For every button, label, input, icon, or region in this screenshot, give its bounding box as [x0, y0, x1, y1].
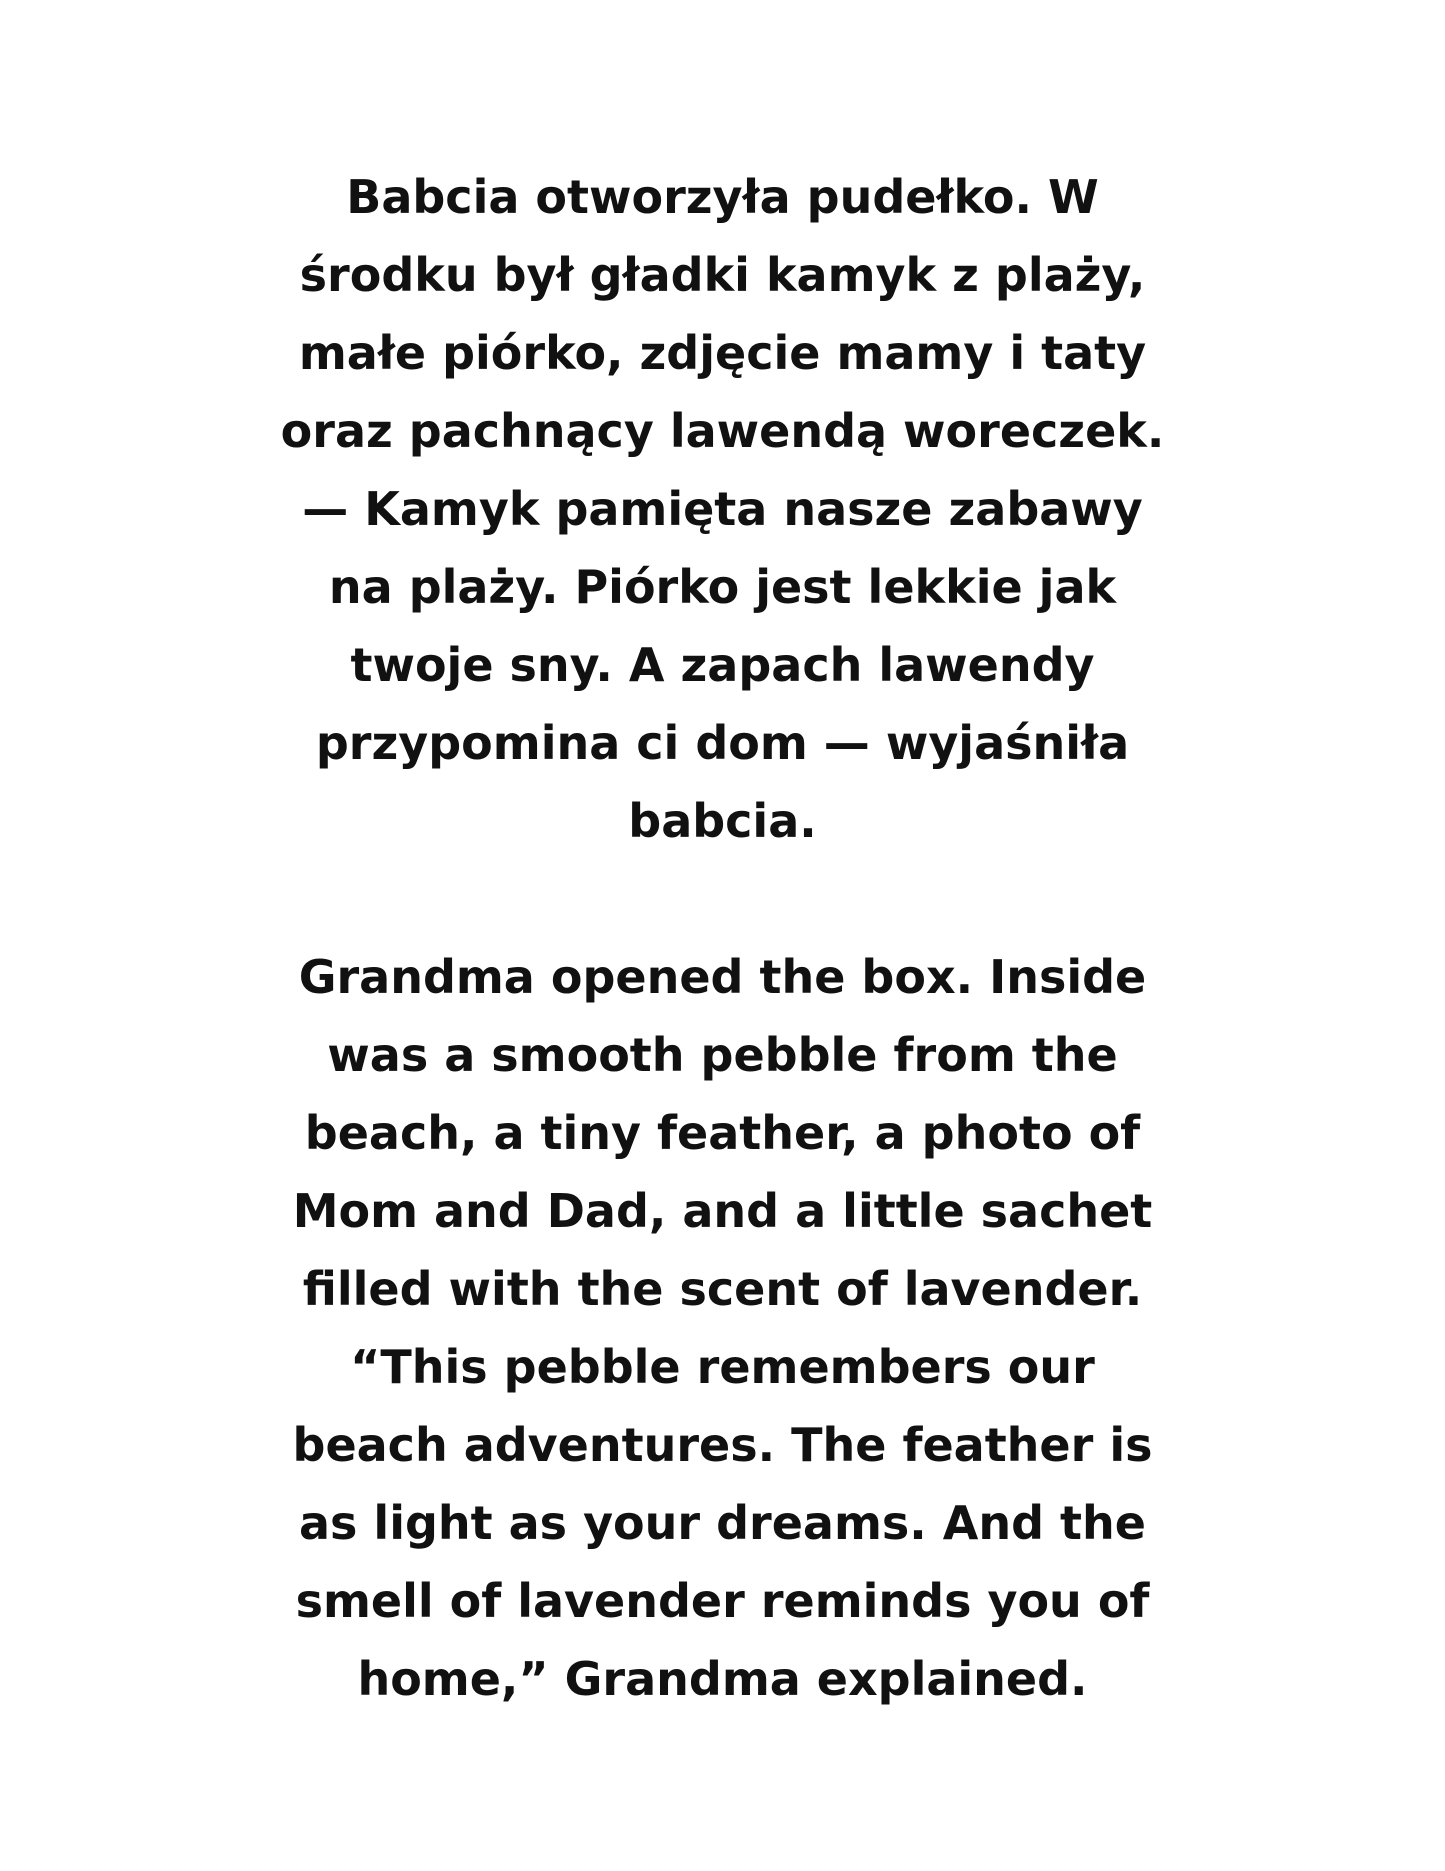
- english-line: as light as your dreams. And the: [298, 1496, 1146, 1550]
- polish-line: twoje sny. A zapach lawendy: [350, 638, 1095, 692]
- english-line: Grandma opened the box. Inside: [298, 950, 1147, 1004]
- english-line: Mom and Dad, and a little sachet: [292, 1184, 1153, 1238]
- english-paragraph: [0, 938, 1445, 1718]
- polish-paragraph: [0, 158, 1445, 860]
- polish-line: przypomina ci dom — wyjaśniła: [315, 716, 1130, 770]
- polish-line: Babcia otworzyła pudełko. W: [346, 170, 1099, 224]
- english-line: smell of lavender reminds you of: [295, 1574, 1150, 1628]
- polish-line: — Kamyk pamięta nasze zabawy: [302, 482, 1143, 536]
- polish-line: babcia.: [628, 794, 817, 848]
- english-line: home,” Grandma explained.: [357, 1652, 1088, 1706]
- polish-line: na plaży. Piórko jest lekkie jak: [328, 560, 1117, 614]
- polish-line: małe piórko, zdjęcie mamy i taty: [298, 326, 1147, 380]
- english-line: beach adventures. The feather is: [292, 1418, 1153, 1472]
- english-line: “This pebble remembers our: [350, 1340, 1095, 1394]
- english-line: filled with the scent of lavender.: [302, 1262, 1143, 1316]
- english-line: was a smooth pebble from the: [327, 1028, 1118, 1082]
- polish-line: oraz pachnący lawendą woreczek.: [280, 404, 1165, 458]
- english-line: beach, a tiny feather, a photo of: [304, 1106, 1141, 1160]
- polish-line: środku był gładki kamyk z plaży,: [299, 248, 1146, 302]
